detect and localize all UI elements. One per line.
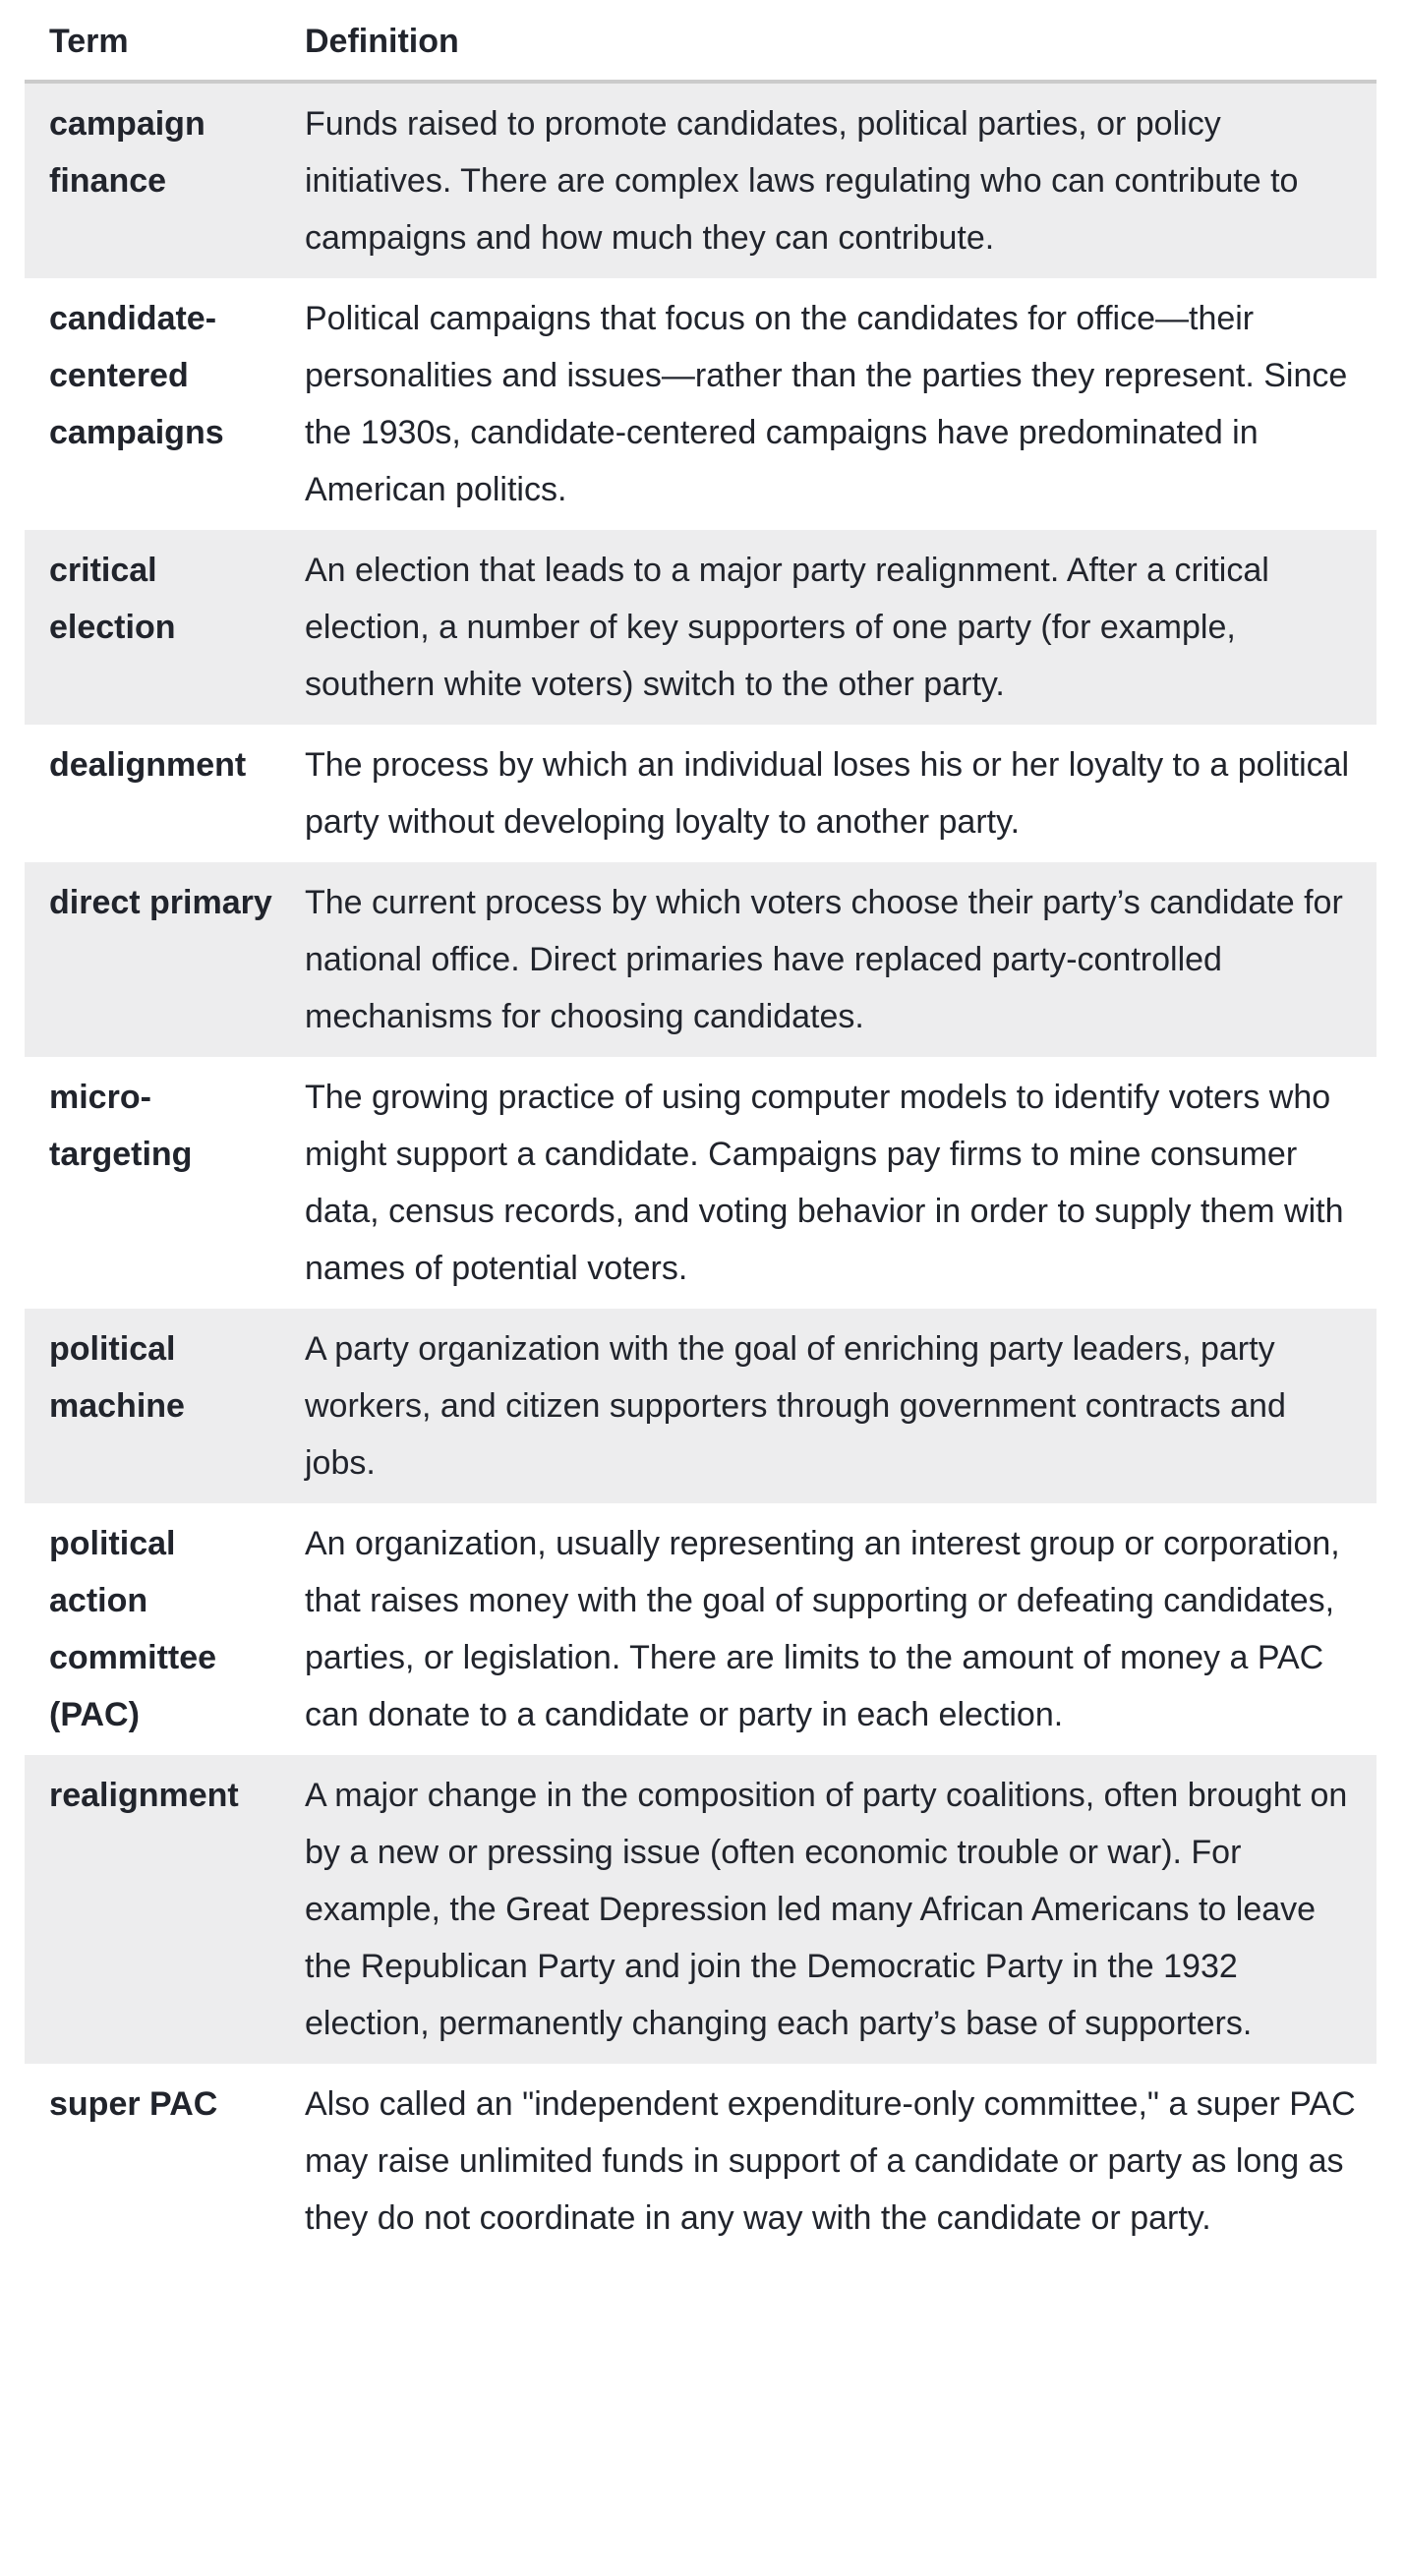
definition-cell: The current process by which voters choose their party’s candidate for national office. Direct primaries have replaced party-controlled mechanisms for choosing candidates.: [305, 884, 1343, 1035]
table-row: [25, 2064, 1377, 2258]
term-cell: dealignment: [49, 746, 247, 784]
definition-table: [25, 0, 1377, 2258]
column-header-definition: Definition: [305, 23, 459, 60]
term-cell: candidate-centered campaigns: [49, 300, 224, 451]
term-cell: political machine: [49, 1330, 185, 1425]
column-header-term: Term: [49, 23, 129, 60]
term-cell: realignment: [49, 1777, 239, 1814]
term-cell: direct primary: [49, 884, 272, 921]
table-row: [25, 1057, 1377, 1309]
term-cell: campaign finance: [49, 105, 205, 200]
table-row: [25, 278, 1377, 530]
definition-cell: Also called an "independent expenditure-only committee," a super PAC may raise unlimited funds in support of a candidate or party as long as they do not coordinate in any way with the candidate or party.: [305, 2085, 1356, 2237]
term-cell: critical election: [49, 552, 176, 646]
term-cell: political action committee (PAC): [49, 1525, 217, 1733]
definition-cell: Funds raised to promote candidates, political parties, or policy initiatives. There are complex laws regulating who can contribute to campaigns and how much they can contribute.: [305, 105, 1299, 257]
table-row: [25, 530, 1377, 725]
definition-cell: A party organization with the goal of enriching party leaders, party workers, and citizen supporters through government contracts and jobs.: [305, 1330, 1286, 1482]
table-header-row: [25, 0, 1377, 84]
table-row: [25, 862, 1377, 1057]
definition-cell: The growing practice of using computer models to identify voters who might support a candidate. Campaigns pay firms to mine consumer data, census records, and voting behavior in order to supply them with names of potential voters.: [305, 1079, 1344, 1287]
definition-cell: An election that leads to a major party realignment. After a critical election, a number of key supporters of one party (for example, southern white voters) switch to the other party.: [305, 552, 1269, 703]
table-row: [25, 725, 1377, 862]
definition-cell: Political campaigns that focus on the candidates for office—their personalities and issues—rather than the parties they represent. Since the 1930s, candidate-centered campaigns have predominated in American politics.: [305, 300, 1348, 508]
table-row: [25, 84, 1377, 278]
definition-cell: The process by which an individual loses his or her loyalty to a political party without developing loyalty to another party.: [305, 746, 1350, 841]
table-body: [25, 84, 1377, 2258]
definition-cell: An organization, usually representing an interest group or corporation, that raises money with the goal of supporting or defeating candidates, parties, or legislation. There are limits to the amount of money a PAC can donate to a candidate or party in each election.: [305, 1525, 1340, 1733]
term-cell: micro-targeting: [49, 1079, 193, 1173]
table-row: [25, 1755, 1377, 2064]
term-cell: super PAC: [49, 2085, 218, 2123]
table-row: [25, 1309, 1377, 1503]
table-row: [25, 1503, 1377, 1755]
definition-cell: A major change in the composition of party coalitions, often brought on by a new or pressing issue (often economic trouble or war). For example, the Great Depression led many African Americans to leave the Republican Party and join the Democratic Party in the 1932 election, permanently changing each party’s base of supporters.: [305, 1777, 1348, 2042]
